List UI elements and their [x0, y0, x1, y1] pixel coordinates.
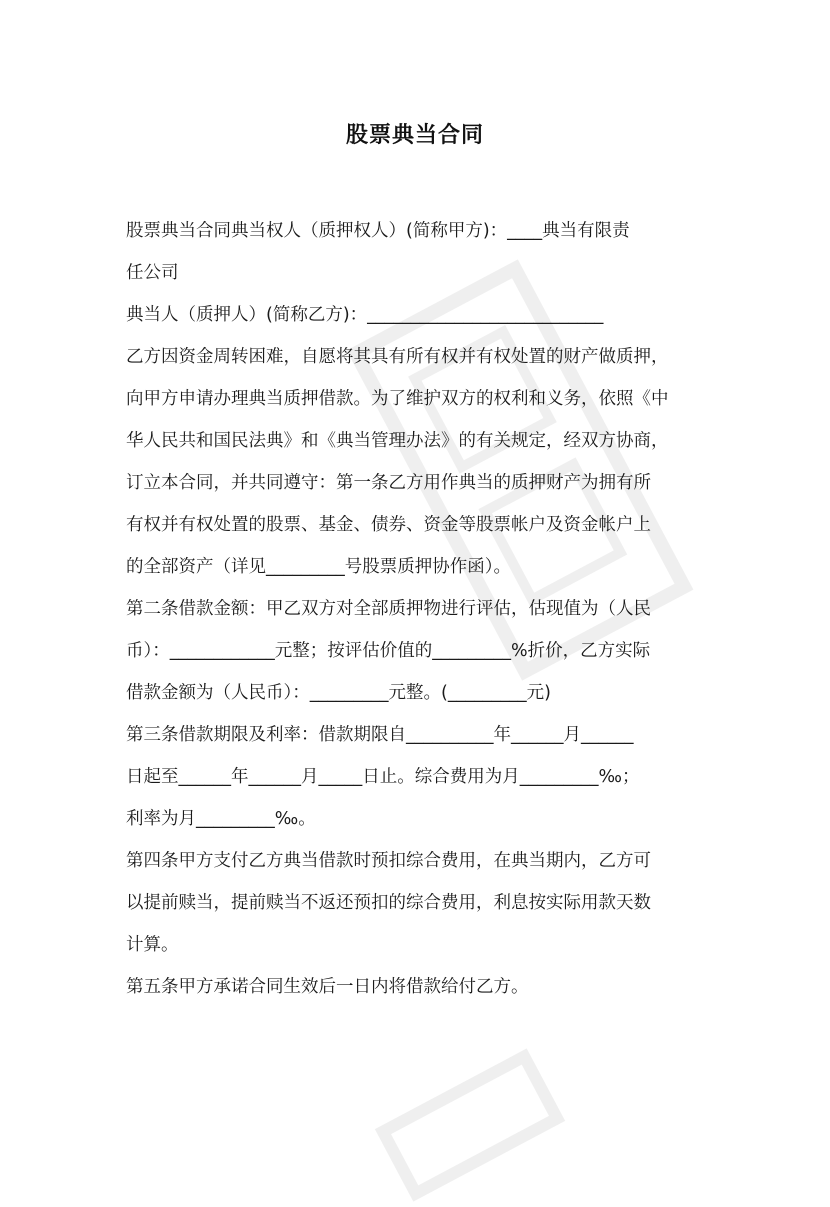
text-line: 第四条甲方支付乙方典当借款时预扣综合费用，在典当期内，乙方可	[126, 851, 651, 871]
text-line: 订立本合同，并共同遵守：第一条乙方用作典当的质押财产为拥有所	[126, 473, 651, 493]
text-line: 以提前赎当，提前赎当不返还预扣的综合费用，利息按实际用款天数	[126, 893, 651, 913]
text-line: 利率为月_________‰。	[126, 809, 316, 829]
text-line: 乙方因资金周转困难，自愿将其具有所有权并有权处置的财产做质押，	[126, 347, 669, 367]
text-line: 任公司	[126, 263, 179, 283]
text-line: 的全部资产（详见_________号股票质押协作函）。	[126, 557, 511, 577]
text-line: 日起至______年______月_____日止。综合费用为月_________‰；	[126, 767, 640, 787]
document-body	[126, 210, 716, 1008]
text-line: 币）：____________元整；按评估价值的_________%折价，乙方实际	[126, 641, 651, 661]
text-line: 计算。	[126, 935, 179, 955]
text-line: 第二条借款金额：甲乙双方对全部质押物进行评估，估现值为（人民	[126, 599, 651, 619]
text-line: 股票典当合同典当权人（质押权人）(简称甲方)：____典当有限责	[126, 221, 630, 241]
text-line: 第三条借款期限及利率：借款期限自__________年______月______	[126, 725, 634, 745]
document-title: 股票典当合同	[345, 123, 484, 148]
text-line: 第五条甲方承诺合同生效后一日内将借款给付乙方。	[126, 977, 529, 997]
text-line: 典当人（质押人）(简称乙方)：___________________________	[126, 305, 604, 325]
text-line: 向甲方申请办理典当质押借款。为了维护双方的权利和义务，依照《中	[126, 389, 669, 409]
watermark-bottom-icon	[369, 1043, 570, 1207]
text-line: 有权并有权处置的股票、基金、债券、资金等股票帐户及资金帐户上	[126, 515, 651, 535]
text-line: 借款金额为（人民币）：_________元整。(_________元)	[126, 683, 551, 703]
text-line: 华人民共和国民法典》和《典当管理办法》的有关规定，经双方协商，	[126, 431, 669, 451]
